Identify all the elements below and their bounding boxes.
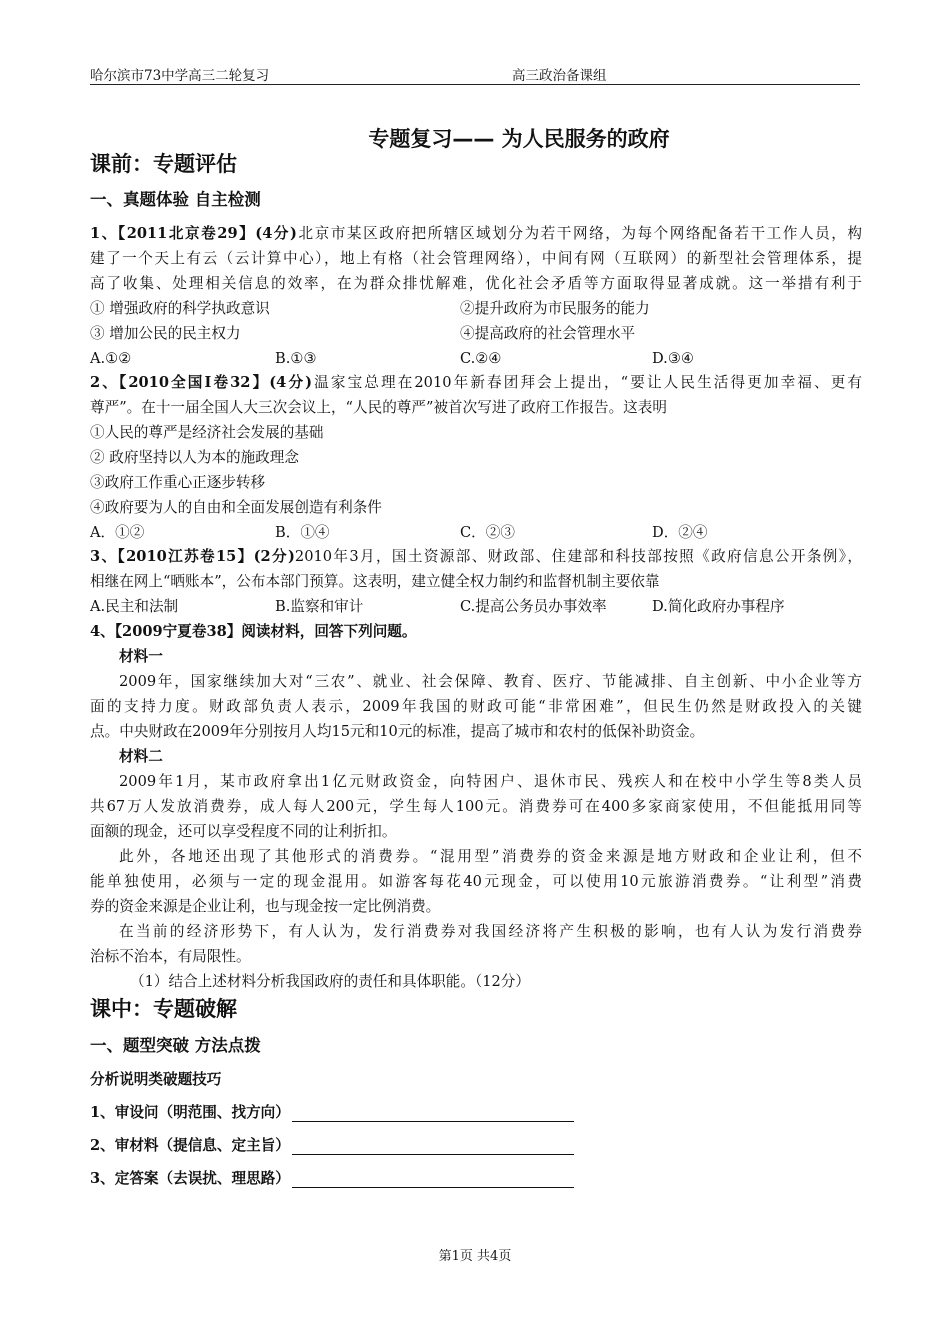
skills-title: 分析说明类破题技巧: [90, 1071, 222, 1088]
q3-choice-c: C.提高公务员办事效率: [460, 598, 607, 615]
q1-statements-row-1: [90, 296, 862, 321]
paragraph-4-line-2: 治标不治本，有局限性。: [90, 948, 251, 965]
q2-line-1: 2、【2010全国Ⅰ卷32】(4分)温家宝总理在2010年新春团拜会上提出，“要让人民生活得更加幸福、更有: [90, 374, 862, 391]
skill-item-1: 1、审设问（明范围、找方向）: [90, 1101, 574, 1125]
q3-line-1: 3、【2010江苏卷15】(2分)2010年3月，国土资源部、财政部、住建部和科技部按照《政府信息公开条例》，: [90, 548, 862, 565]
material-2-line-3: 面额的现金，还可以享受程度不同的让利折扣。: [90, 823, 397, 840]
answer-blank-1[interactable]: [292, 1105, 574, 1122]
q3-choice-a: A.民主和法制: [90, 598, 179, 615]
q1-statement-3: ③ 增加公民的民主权力: [90, 325, 241, 342]
q1-statement-2: ②提升政府为市民服务的能力: [460, 300, 650, 317]
q2-statement-3: ③政府工作重心正逐步转移: [90, 474, 266, 491]
part-heading-1: 一、真题体验 自主检测: [90, 190, 261, 209]
material-1-line-3: 点。中央财政在2009年分别按月人均15元和10元的标准，提高了城市和农村的低保补助资金。: [90, 723, 705, 740]
q2-statement-4: ④政府要为人的自由和全面发展创造有利条件: [90, 499, 382, 516]
q2-choice-a: A．①②: [90, 524, 145, 541]
document-title: 专题复习—— 为人民服务的政府: [368, 127, 670, 151]
q2-choices: [90, 520, 862, 545]
q1-statements-row-2: [90, 321, 862, 346]
q1-choice-c: C.②④: [460, 350, 502, 367]
paragraph-4-line-1: 在当前的经济形势下，有人认为，发行消费券对我国经济将产生积极的影响，也有人认为发行消费券: [119, 923, 862, 940]
q3-line-2: 相继在网上“晒账本”，公布本部门预算。这表明，建立健全权力制约和监督机制主要依靠: [90, 573, 660, 590]
q1-choice-a: A.①②: [90, 350, 132, 367]
material-2-line-2: 共67万人发放消费券，成人每人200元，学生每人100元。消费券可在400多家商家使用，不但能抵用同等: [90, 798, 862, 815]
q1-choices: [90, 346, 862, 371]
q4-heading: 4、【2009宁夏卷38】阅读材料，回答下列问题。: [90, 623, 417, 640]
question-1: [90, 221, 862, 371]
q1-choice-b: B.①③: [275, 350, 317, 367]
q2-choice-b: B．①④: [275, 524, 330, 541]
q2-choice-c: C．②③: [460, 524, 515, 541]
page-footer: 第1页 共4页: [438, 1249, 512, 1264]
paragraph-3-line-3: 券的资金来源是企业让利，也与现金按一定比例消费。: [90, 898, 441, 915]
q1-statement-4: ④提高政府的社会管理水平: [460, 325, 636, 342]
q1-choice-d: D.③④: [652, 350, 694, 367]
section-pre-class: 课前：专题评估: [90, 152, 237, 176]
q4-question-1: （1）结合上述材料分析我国政府的责任和具体职能。（12分）: [130, 973, 530, 990]
material-1-line-1: 2009年，国家继续加大对“三农”、就业、社会保障、教育、医疗、节能减排、自主创新、中小企业等方: [119, 673, 862, 690]
page-header: [90, 62, 860, 85]
q2-statement-1: ①人民的尊严是经济社会发展的基础: [90, 424, 324, 441]
section-in-class: 课中：专题破解: [90, 997, 237, 1021]
q1-line-1: 1、【2011北京卷29】(4分)北京市某区政府把所辖区域划分为若干网络，为每个网络配备若干工作人员，构: [90, 225, 862, 242]
question-2: [90, 370, 862, 545]
skill-item-2: 2、审材料（提信息、定主旨）: [90, 1134, 574, 1158]
paragraph-3-line-1: 此外，各地还出现了其他形式的消费券。“混用型”消费券的资金来源是地方财政和企业让利，但不: [119, 848, 862, 865]
question-3: [90, 544, 862, 619]
q1-line-3: 高了收集、处理相关信息的效率，在为群众排忧解难，优化社会矛盾等方面取得显著成就。这一举措有利于: [90, 275, 862, 292]
q3-choice-b: B.监察和审计: [275, 598, 364, 615]
q3-choices: [90, 594, 862, 619]
paragraph-3-line-2: 能单独使用，必须与一定的现金混用。如游客每花40元现金，可以使用10元旅游消费券。“让利型”消费: [90, 873, 862, 890]
material-1-line-2: 面的支持力度。财政部负责人表示，2009年我国的财政可能“非常困难”，但民生仍然是财政投入的关键: [90, 698, 862, 715]
material-2-line-1: 2009年1月，某市政府拿出1亿元财政资金，向特困户、退休市民、残疾人和在校中小学生等8类人员: [119, 773, 862, 790]
header-school: 哈尔滨市73中学高三二轮复习: [90, 68, 270, 84]
answer-blank-2[interactable]: [292, 1138, 574, 1155]
q2-choice-d: D．②④: [652, 524, 708, 541]
q1-line-2: 建了一个天上有云（云计算中心），地上有格（社会管理网络），中间有网（互联网）的新型社会管理体系，提: [90, 250, 862, 267]
skill-item-3: 3、定答案（去误扰、理思路）: [90, 1167, 574, 1191]
q2-line-2: 尊严”。在十一届全国人大三次会议上，“人民的尊严”被首次写进了政府工作报告。这表明: [90, 399, 667, 416]
header-group: 高三政治备课组: [512, 68, 607, 84]
q1-statement-1: ① 增强政府的科学执政意识: [90, 300, 270, 317]
material-1-title: 材料一: [119, 648, 163, 665]
question-4: [90, 619, 862, 994]
material-2-title: 材料二: [119, 748, 163, 765]
part-heading-2: 一、题型突破 方法点拨: [90, 1036, 261, 1055]
q3-choice-d: D.简化政府办事程序: [652, 598, 785, 615]
answer-blank-3[interactable]: [292, 1171, 574, 1188]
q2-statement-2: ② 政府坚持以人为本的施政理念: [90, 449, 299, 466]
